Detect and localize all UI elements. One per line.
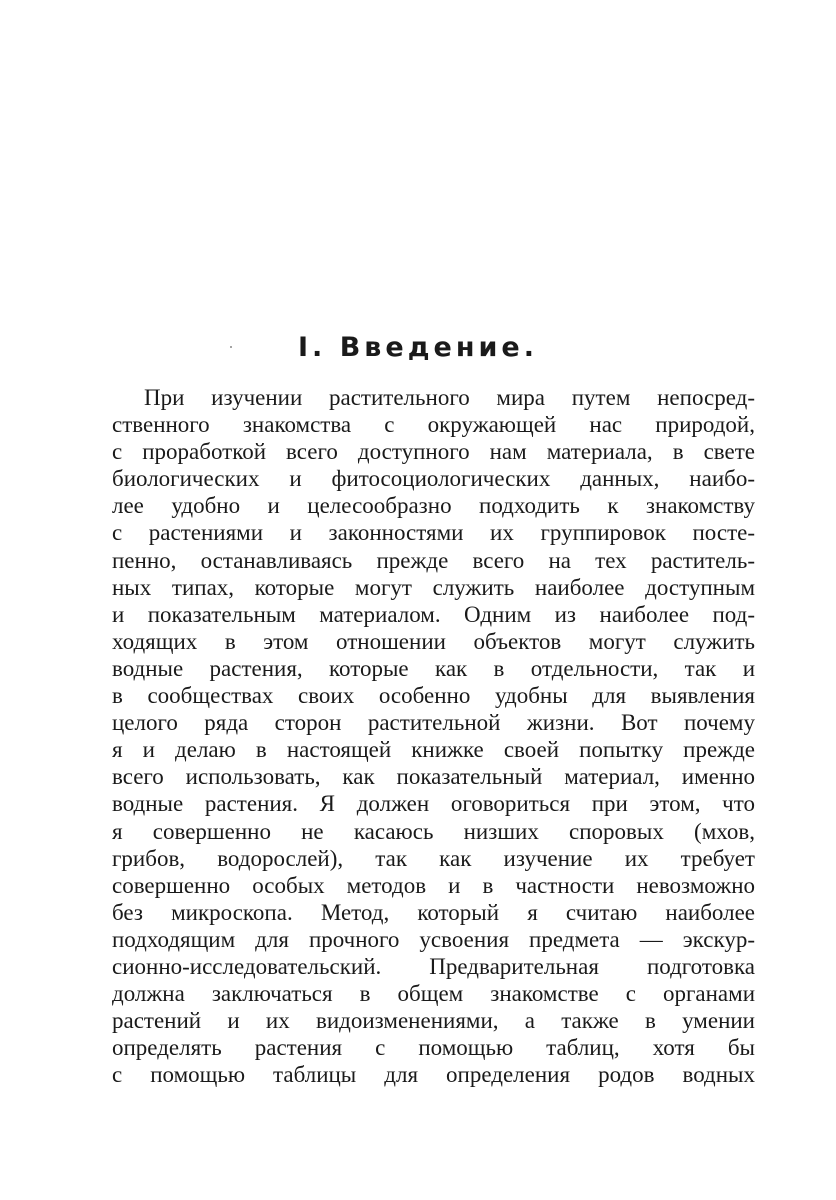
text-line: совершенно особых методов и в частности невозможно xyxy=(112,872,755,898)
text-line: должна заключаться в общем знакомстве с органами xyxy=(112,981,755,1007)
text-line: я совершенно не касаюсь низших споровых (мхов, xyxy=(112,818,755,844)
text-line: я и делаю в настоящей книжке своей попытку прежде xyxy=(112,737,755,763)
chapter-title: I. Введение. xyxy=(298,332,538,363)
text-line: с помощью таблицы для определения родов водных xyxy=(112,1062,755,1088)
text-line: водные растения, которые как в отдельности, так и xyxy=(112,655,755,681)
text-line: При изучении растительного мира путем непосред- xyxy=(144,385,755,410)
text-line: в сообществах своих особенно удобны для выявления xyxy=(112,683,755,709)
text-line: пенно, останавливаясь прежде всего на тех раститель- xyxy=(112,547,755,573)
text-line: целого ряда сторон растительной жизни. Вот почему xyxy=(112,710,755,736)
text-line: и показательным материалом. Одним из наиболее под- xyxy=(112,601,755,627)
text-line: сионно-исследовательский. Предварительная подготовка xyxy=(112,953,755,979)
text-line: водные растения. Я должен оговориться при этом, что xyxy=(112,791,755,817)
text-line: с проработкой всего доступного нам материала, в свете xyxy=(112,439,755,465)
text-line: биологических и фитосоциологических данных, наибо- xyxy=(112,466,755,492)
text-line: ственного знакомства с окружающей нас природой, xyxy=(112,412,755,438)
text-line: с растениями и законностями их группировок посте- xyxy=(112,520,755,546)
text-line: растений и их видоизменениями, а также в умении xyxy=(112,1008,755,1034)
text-line: без микроскопа. Метод, который я считаю наиболее xyxy=(112,899,755,925)
text-line: грибов, водорослей), так как изучение их требует xyxy=(112,845,755,871)
text-line: ных типах, которые могут служить наиболее доступным xyxy=(112,574,755,600)
text-line: ходящих в этом отношении объектов могут служить xyxy=(112,628,755,654)
text-line: определять растения с помощью таблиц, хотя бы xyxy=(112,1035,755,1061)
text-line: всего использовать, как показательный материал, именно xyxy=(112,764,755,790)
text-line: лее удобно и целесообразно подходить к знакомству xyxy=(112,493,755,519)
body-paragraph xyxy=(112,384,755,1088)
text-line: подходящим для прочного усвоения предмета — экскур- xyxy=(112,926,755,952)
